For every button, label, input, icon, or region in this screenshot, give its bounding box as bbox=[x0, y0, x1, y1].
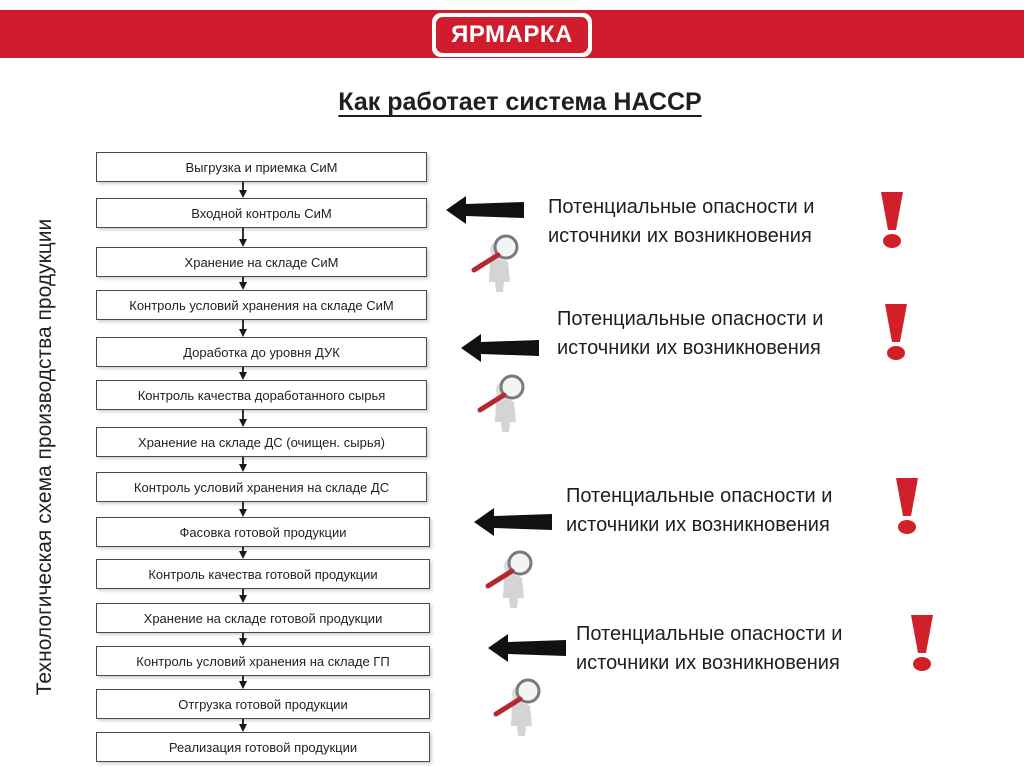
left-arrow-icon bbox=[472, 506, 554, 538]
hazard-note bbox=[557, 305, 823, 363]
exclamation-icon bbox=[878, 190, 906, 250]
page-title: Как работает система НАССР bbox=[338, 88, 702, 116]
hazard-note-line: Потенциальные опасности и bbox=[548, 196, 815, 218]
flow-step-label: Хранение на складе ДС (очищен. сырья) bbox=[138, 434, 385, 450]
flow-step-label: Хранение на складе готовой продукции bbox=[143, 610, 383, 626]
hazard-note-line: источники их возникновения bbox=[576, 652, 840, 674]
hazard-note bbox=[548, 193, 814, 251]
process-side-label: Технологическая схема производства продукции bbox=[33, 218, 56, 696]
hazard-note-line: Потенциальные опасности и bbox=[576, 623, 843, 645]
flow-step-label: Выгрузка и приемка СиМ bbox=[185, 159, 338, 175]
left-arrow-icon bbox=[444, 194, 526, 226]
hazard-note-line: источники их возникновения bbox=[548, 225, 812, 247]
flow-step-label: Реализация готовой продукции bbox=[168, 739, 358, 755]
exclamation-icon bbox=[893, 476, 921, 536]
flow-step-label: Контроль условий хранения на складе СиМ bbox=[129, 297, 394, 313]
flow-step-label: Контроль условий хранения на складе ГП bbox=[136, 653, 390, 669]
magnifier-icon bbox=[490, 674, 550, 738]
flow-step-label: Фасовка готовой продукции bbox=[179, 524, 347, 540]
left-arrow-icon bbox=[459, 332, 541, 364]
flow-step-label: Контроль условий хранения на складе ДС bbox=[133, 479, 390, 495]
hazard-note bbox=[576, 620, 842, 678]
flow-step-label: Хранение на складе СиМ bbox=[184, 254, 339, 270]
exclamation-icon bbox=[908, 613, 936, 673]
flow-step-label: Доработка до уровня ДУК bbox=[183, 344, 340, 360]
hazard-note-line: источники их возникновения bbox=[566, 514, 830, 536]
flow-step-label: Контроль качества доработанного сырья bbox=[137, 387, 386, 403]
hazard-note-line: Потенциальные опасности и bbox=[557, 308, 824, 330]
logo-text: ЯРМАРКА bbox=[436, 17, 588, 53]
hazard-note bbox=[566, 482, 832, 540]
flow-step-label: Контроль качества готовой продукции bbox=[148, 566, 378, 582]
exclamation-icon bbox=[882, 302, 910, 362]
magnifier-icon bbox=[468, 230, 528, 294]
magnifier-icon bbox=[482, 546, 542, 610]
left-arrow-icon bbox=[486, 632, 568, 664]
hazard-note-line: Потенциальные опасности и bbox=[566, 485, 833, 507]
hazard-note-line: источники их возникновения bbox=[557, 337, 821, 359]
magnifier-icon bbox=[474, 370, 534, 434]
flow-step-label: Входной контроль СиМ bbox=[191, 205, 332, 221]
flow-step-label: Отгрузка готовой продукции bbox=[178, 696, 348, 712]
